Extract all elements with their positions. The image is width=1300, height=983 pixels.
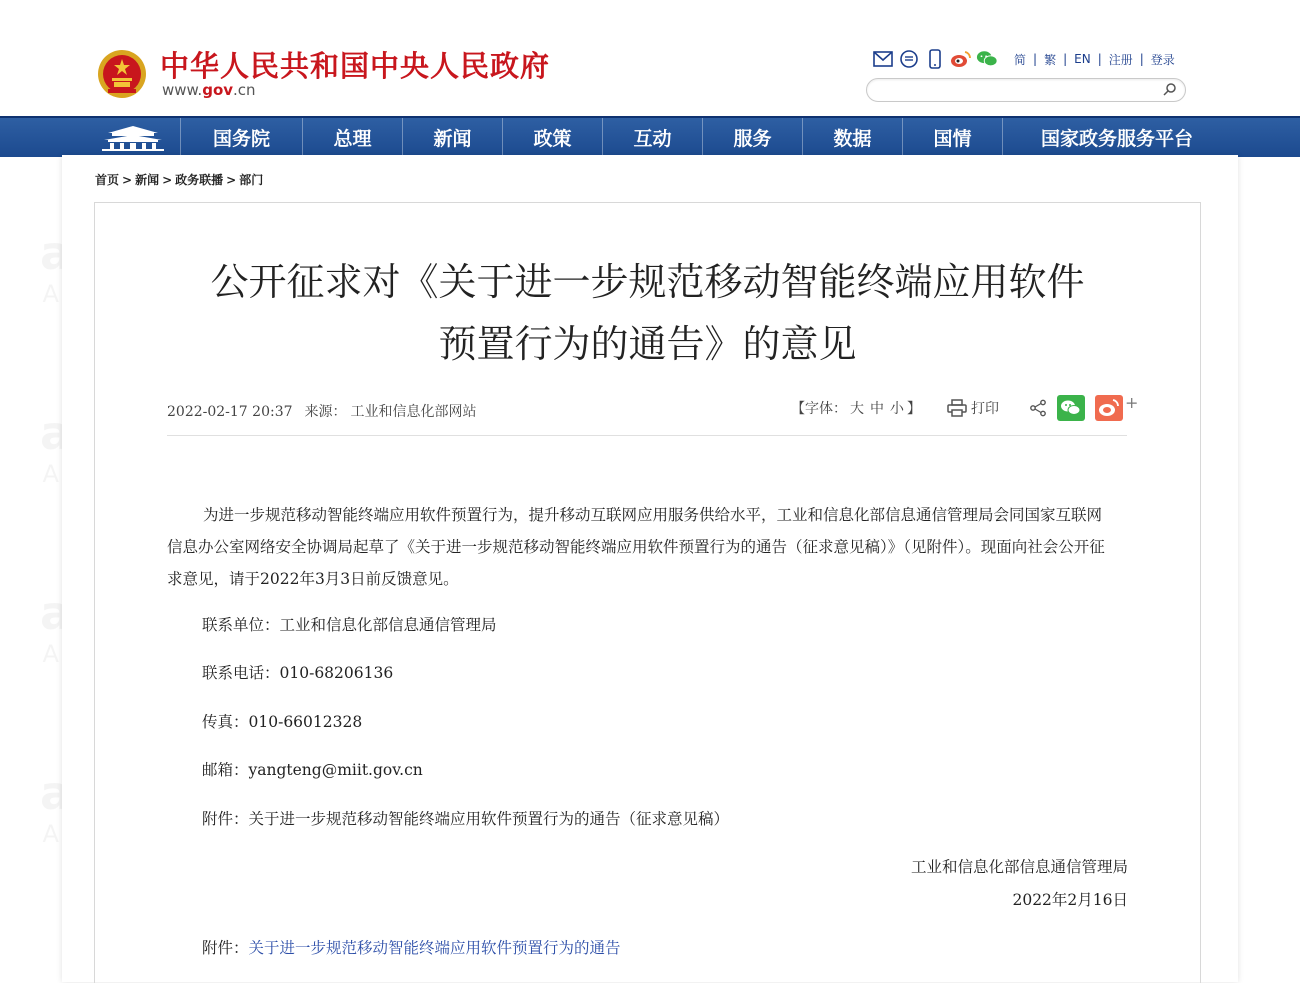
font-size-large[interactable]: 大	[850, 401, 864, 417]
nav-item-data[interactable]: 数据	[802, 118, 902, 157]
sign-date: 2022年2月16日	[1012, 891, 1128, 909]
search-box	[866, 78, 1186, 102]
nav-item-gov-service-platform[interactable]: 国家政务服务平台	[1002, 118, 1231, 157]
article-body	[167, 499, 1117, 595]
mobile-icon[interactable]	[924, 48, 946, 70]
share-icon[interactable]	[1029, 399, 1047, 417]
search-icon[interactable]	[1161, 81, 1179, 99]
font-size-switcher: 【字体： 大 中 小 】	[791, 401, 921, 417]
breadcrumb-news[interactable]: 新闻	[135, 173, 160, 187]
fax: 传真：010-66012328	[202, 713, 363, 731]
attachment-note: 附件：关于进一步规范移动智能终端应用软件预置行为的通告（征求意见稿）	[202, 810, 730, 828]
register-link[interactable]: 注册	[1108, 52, 1133, 67]
breadcrumb-departments[interactable]: 部门	[239, 173, 264, 187]
printer-icon	[947, 399, 967, 417]
site-header	[0, 0, 1300, 116]
email: 邮箱：yangteng@miit.gov.cn	[202, 761, 423, 779]
nav-item-news[interactable]: 新闻	[402, 118, 502, 157]
share-wechat-icon[interactable]	[1057, 395, 1085, 421]
message-icon[interactable]	[898, 48, 920, 70]
language-links: 简 | 繁 | EN | 注册 | 登录	[1014, 52, 1175, 67]
mail-icon[interactable]	[872, 48, 894, 70]
wechat-icon[interactable]	[976, 48, 998, 70]
source-label: 来源：	[304, 404, 347, 420]
print-button[interactable]: 打印	[947, 398, 999, 418]
meta-divider	[167, 435, 1127, 436]
article-tools	[791, 393, 1138, 423]
nav-item-state-council[interactable]: 国务院	[180, 118, 302, 157]
article-meta	[167, 401, 489, 421]
lang-traditional-link[interactable]: 繁	[1044, 52, 1057, 67]
attachment-row	[202, 936, 621, 958]
font-size-small[interactable]: 小	[890, 401, 904, 417]
breadcrumb-gov-broadcast[interactable]: 政务联播	[175, 173, 224, 187]
lang-english-link[interactable]: EN	[1074, 52, 1091, 66]
source-name: 工业和信息化部网站	[350, 404, 477, 420]
top-toolbar	[872, 46, 1179, 72]
share-bar	[1029, 392, 1139, 421]
search-input[interactable]	[879, 81, 1153, 99]
nav-item-national-info[interactable]: 国情	[902, 118, 1002, 157]
article	[94, 202, 1201, 983]
intro-paragraph: 为进一步规范移动智能终端应用软件预置行为，提升移动互联网应用服务供给水平，工业和信息化部信息通信管理局会同国家互联网信息办公室网络安全协调局起草了《关于进一步规范移动智能终端应用软件预置行为的通告（征求意见稿）》（见附件）。现面向社会公开征求意见，请于2022年3月3日前反馈意见。	[167, 506, 1105, 588]
site-domain: www.gov.cn	[162, 81, 256, 99]
main-nav	[0, 116, 1300, 157]
article-title: 公开征求对《关于进一步规范移动智能终端应用软件 预置行为的通告》的意见	[210, 260, 1085, 366]
attachment-link[interactable]: 关于进一步规范移动智能终端应用软件预置行为的通告	[248, 939, 621, 957]
contact-phone: 联系电话：010-68206136	[202, 664, 394, 682]
publish-date: 2022-02-17 20:37	[167, 404, 293, 420]
nav-item-interaction[interactable]: 互动	[602, 118, 702, 157]
attachment-label: 附件：	[202, 939, 249, 957]
nav-home-icon[interactable]	[86, 118, 180, 157]
nav-item-premier[interactable]: 总理	[302, 118, 402, 157]
breadcrumb-home[interactable]: 首页	[95, 173, 120, 187]
share-weibo-icon[interactable]	[1095, 395, 1123, 421]
nav-item-policy[interactable]: 政策	[502, 118, 602, 157]
weibo-icon[interactable]	[950, 48, 972, 70]
contact-unit: 联系单位：工业和信息化部信息通信管理局	[202, 616, 497, 634]
lang-simplified-link[interactable]: 简	[1014, 52, 1027, 67]
nav-item-services[interactable]: 服务	[702, 118, 802, 157]
site-name[interactable]: 中华人民共和国中央人民政府	[160, 49, 551, 83]
national-emblem-icon[interactable]	[96, 48, 148, 100]
breadcrumb: 首页 > 新闻 > 政务联播 > 部门	[95, 173, 264, 187]
login-link[interactable]: 登录	[1150, 52, 1175, 67]
signature: 工业和信息化部信息通信管理局	[910, 858, 1128, 876]
share-more-button[interactable]: +	[1125, 392, 1139, 412]
font-size-medium[interactable]: 中	[870, 401, 884, 417]
